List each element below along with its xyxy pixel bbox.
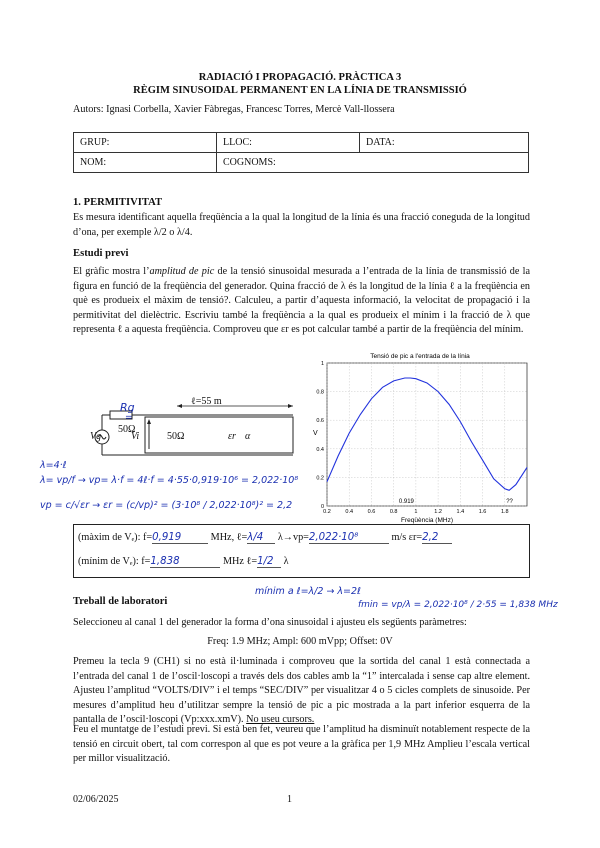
z0-label: 50Ω (167, 431, 185, 442)
voltage-series-line (327, 378, 527, 490)
estudi-heading: Estudi previ (73, 248, 129, 259)
x-tick-label: 0.6 (367, 509, 376, 515)
lab-params: Freq: 1.9 MHz; Ampl: 600 mVpp; Offset: 0V (207, 636, 393, 647)
data-field: DATA: (360, 133, 529, 153)
section-heading: 1. PERMITIVITAT (73, 197, 163, 208)
authors: Autors: Ignasi Corbella, Xavier Fàbregas, Francesc Torres, Mercè Vall-llossera (73, 104, 395, 115)
rg-label: 50Ω (118, 424, 136, 435)
doc-subtitle: RÈGIM SINUSOIDAL PERMANENT EN LA LÍNIA DE TRANSMISSIÓ (133, 85, 467, 96)
x-axis-label: Freqüència (MHz) (400, 517, 454, 524)
hw-fmin-note: fmin = vp/λ = 2,022·10⁸ / 2·55 = 1,838 MHz (358, 600, 558, 610)
grup-field: GRUP: (74, 133, 217, 153)
answer-row-min: (mínim de Vₑ): f=1,838 MHz ℓ=1/2 λ (78, 556, 289, 567)
chart-title: Tensió de pic a l'entrada de la línia (370, 353, 470, 360)
vi-label: Vi (131, 431, 140, 442)
answer-vp[interactable]: 2,022·10⁸ (309, 532, 389, 544)
rg-eq-handwritten: = (125, 413, 133, 423)
lab-p2: Premeu la tecla 9 (CH1) si no està il·luminada i comproveu que la sortida del canal 1 està connectada a l’entrada del canal 1 de l’oscil·loscopi a través dels dos cables amb la “1” intercalada i sense cap altre element. Ajusteu l’amplitud “VOLTS/DIV” i el temps “SEC/DIV” per visualitzar 4 o 5 cicles complets de sinusoide. Per mesures d’amplitud heu d’utilitzar sempre la tensió de pic a pic mostrada a la part inferior esquerra de la pantalla de l’oscil·loscopi (Vp:xxx.xmV). No useu cursors. (73, 656, 530, 725)
estudi-paragraph: El gràfic mostra l’amplitud de pic de la tensió sinusoidal mesurada a l’entrada de la línia de transmissió de la figura en funció de la freqüència del generador. Quina fracció de λ és la longitud de la línia ℓ a la freqüència en què es produeix el màxim de tensió?. Calculeu, a partir d’aquesta informació, la velocitat de propagació i la permitivitat del dielèctric. Escriviu també la freqüència a la qual es produeix el mínim i la fracció de λ que representa ℓ a aquesta freqüència. Comproveu que εr es pot calcular també a partir de la freqüència del mínim. (73, 266, 530, 335)
annotation-min: ?? (506, 499, 513, 505)
y-tick-label: 0.8 (316, 389, 324, 396)
answer-lmax[interactable]: λ/4 (247, 532, 275, 544)
vg-label: Vg (90, 431, 102, 442)
lab-p3: Feu el muntatge de l’estudi previ. Si està ben fet, veureu que l’amplitud ha disminuït notablement respecte de la tensió en circuit obert, tal com correspon al que es pot veure a la gràfica per 1,9 MHz Amplieu l’escala vertical per millor visualització. (73, 724, 530, 764)
rg-handwritten: Rg (120, 401, 135, 414)
y-tick-label: 0.4 (316, 446, 324, 453)
y-tick-label: 1 (320, 361, 324, 367)
doc-title: RADIACIÓ I PROPAGACIÓ. PRÀCTICA 3 (198, 72, 402, 83)
lloc-field: LLOC: (217, 133, 360, 153)
x-tick-label: 1.8 (500, 509, 509, 515)
cognoms-field: COGNOMS: (217, 153, 529, 173)
nom-field: NOM: (74, 153, 217, 173)
footer-date: 02/06/2025 (73, 794, 119, 805)
line-length-label: ℓ=55 m (191, 396, 222, 407)
hw-min-note: mínim a ℓ=λ/2 → λ=2ℓ (255, 586, 361, 597)
er-label: εr (228, 431, 236, 442)
y-tick-label: 0 (320, 504, 324, 510)
student-info-table (73, 132, 529, 173)
annotation-max: 0.919 (398, 499, 414, 505)
answer-row-max: (màxim de Vₑ): f=0,919 MHz, ℓ=λ/4 λ→vp=2,022·10⁸ m/s εr=2,2 (78, 532, 452, 544)
hw-line-2: λ= vp/f → vp= λ·f = 4ℓ·f = 4·55·0,919·10⁶ = 2,022·10⁸ (40, 475, 299, 486)
hw-line-1: λ=4·ℓ (40, 460, 67, 471)
hw-line-3: vp = c/√εr → εr = (c/vp)² = (3·10⁸ / 2,022·10⁸)² = 2,2 (40, 500, 293, 511)
y-tick-label: 0.6 (316, 418, 324, 425)
plot-frame (327, 363, 527, 506)
answer-lmin[interactable]: 1/2 (257, 556, 281, 568)
lab-p1: Seleccioneu al canal 1 del generador la forma d’ona sinusoidal i ajusteu els següents paràmetres: (73, 617, 467, 628)
x-tick-label: 0.2 (323, 509, 331, 515)
lab-heading: Treball de laboratori (73, 596, 168, 607)
answer-fmax[interactable]: 0,919 (152, 532, 208, 544)
alpha-label: α (245, 431, 251, 442)
answer-er[interactable]: 2,2 (422, 532, 452, 544)
x-tick-label: 0.8 (389, 509, 398, 515)
x-tick-label: 1.6 (478, 509, 487, 515)
page-number: 1 (287, 794, 292, 805)
answer-fmin[interactable]: 1,838 (150, 556, 220, 568)
answer-box (73, 524, 530, 578)
section-intro: Es mesura identificant aquella freqüència a la qual la longitud de la línia és una fracció coneguda de la longitud d’ona, per exemple λ/2 o λ/4. (73, 212, 530, 238)
voltage-chart (305, 350, 530, 525)
y-tick-label: 0.2 (316, 475, 324, 482)
x-tick-label: 1.2 (434, 509, 442, 515)
x-tick-label: 1 (414, 509, 418, 515)
x-tick-label: 0.4 (345, 509, 354, 515)
y-axis-label: V (313, 430, 318, 437)
x-tick-label: 1.4 (456, 509, 465, 515)
